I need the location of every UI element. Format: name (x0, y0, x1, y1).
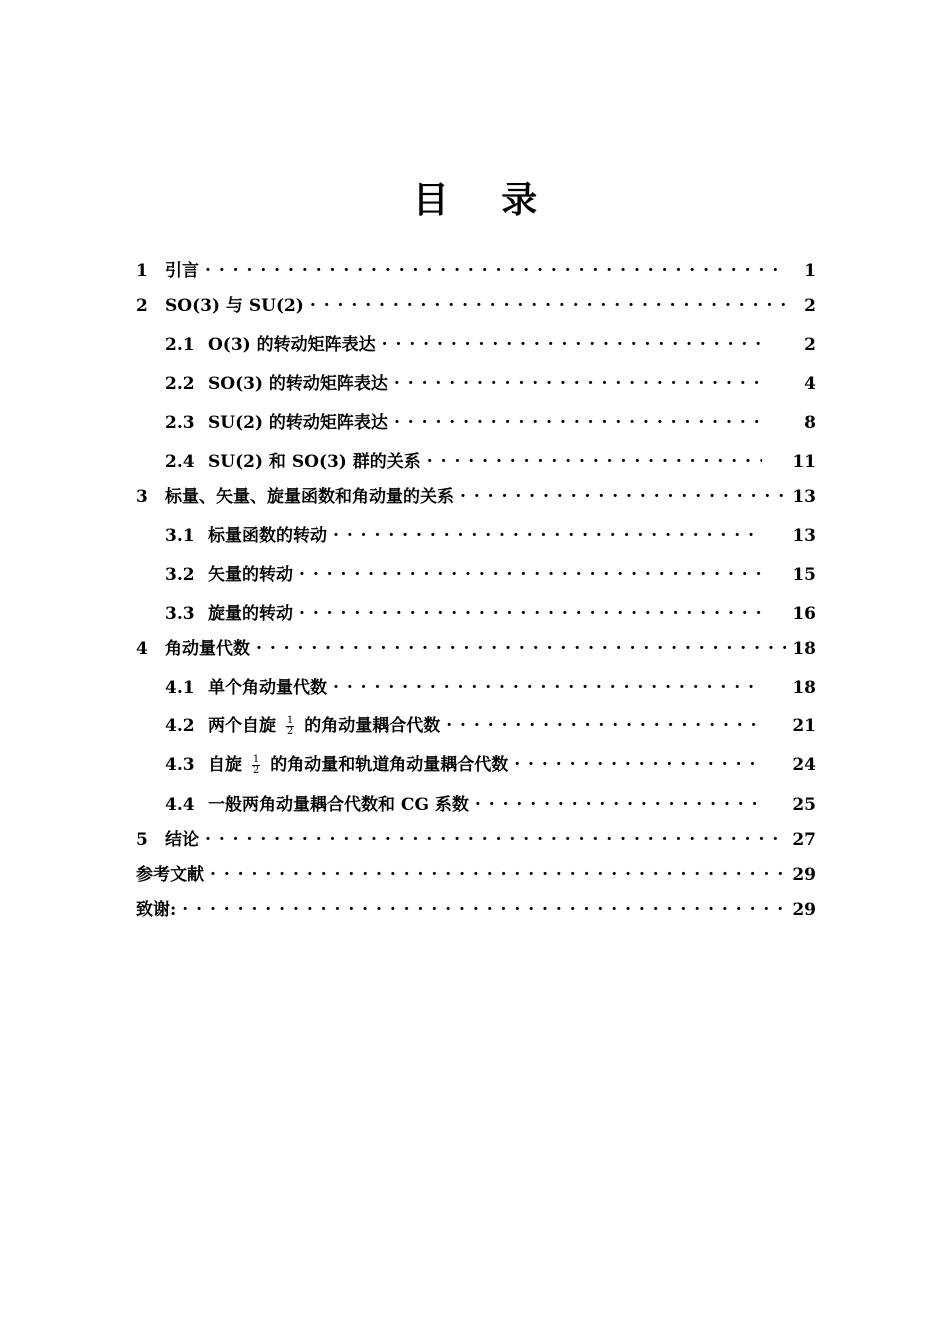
leader-dots (514, 750, 762, 770)
leader-dots (333, 521, 762, 541)
toc-entry-2-1[interactable] (136, 325, 816, 364)
subsection-title: SU(2) 的转动矩阵表达 (208, 413, 388, 433)
page-number: 29 (792, 900, 816, 920)
subsection-title (208, 711, 440, 737)
leader-dots (256, 634, 786, 654)
page-number: 15 (792, 565, 816, 585)
subsection-title: 单个角动量代数 (208, 678, 327, 698)
subsection-number: 4.3 (165, 755, 195, 775)
fraction-denominator: 2 (252, 765, 260, 776)
toc-entry-2-3[interactable] (136, 403, 816, 442)
section-title: 参考文献 (136, 865, 204, 885)
leader-dots (299, 560, 762, 580)
section-title: 结论 (165, 830, 199, 850)
page-number: 2 (804, 296, 816, 316)
page-number: 8 (804, 413, 816, 433)
toc-list (136, 255, 816, 929)
title-part-after: 的角动量和轨道角动量耦合代数 (270, 755, 509, 775)
section-title: 角动量代数 (165, 639, 250, 659)
fraction-numerator: 1 (252, 754, 260, 765)
page-number: 13 (792, 487, 816, 507)
toc-entry-3-2[interactable] (136, 555, 816, 594)
subsection-title: O(3) 的转动矩阵表达 (208, 335, 376, 355)
section-number: 1 (136, 261, 148, 281)
subsection-title: 旋量的转动 (208, 604, 293, 624)
page-number: 13 (792, 526, 816, 546)
leader-dots (205, 825, 786, 845)
leader-dots (205, 256, 786, 276)
toc-entry-3[interactable] (136, 481, 816, 516)
subsection-number: 2.3 (165, 413, 195, 433)
section-number: 2 (136, 296, 148, 316)
subsection-number: 4.1 (165, 678, 195, 698)
toc-entry-4-2[interactable] (136, 707, 816, 746)
section-number: 4 (136, 639, 148, 659)
leader-dots (394, 408, 762, 428)
page-number: 4 (804, 374, 816, 394)
section-number: 5 (136, 830, 148, 850)
leader-dots (382, 330, 762, 350)
toc-entry-2[interactable] (136, 290, 816, 325)
subsection-number: 2.2 (165, 374, 195, 394)
leader-dots (394, 369, 762, 389)
subsection-title: 一般两角动量耦合代数和 CG 系数 (208, 795, 469, 815)
leader-dots (310, 291, 786, 311)
subsection-number: 3.2 (165, 565, 195, 585)
title-part-before: 两个自旋 (208, 716, 276, 736)
page-number: 1 (804, 261, 816, 281)
toc-entry-4-3[interactable] (136, 746, 816, 785)
section-title: 标量、矢量、旋量函数和角动量的关系 (165, 487, 454, 507)
fraction-one-half (286, 716, 294, 737)
toc-entry-4[interactable] (136, 633, 816, 668)
leader-dots (182, 895, 786, 915)
toc-entry-references[interactable] (136, 859, 816, 894)
toc-title: 目 录 (412, 179, 558, 221)
subsection-number: 3.1 (165, 526, 195, 546)
toc-entry-acknowledgements[interactable] (136, 894, 816, 929)
page-number: 21 (792, 716, 816, 736)
toc-entry-3-1[interactable] (136, 516, 816, 555)
leader-dots (333, 673, 762, 693)
page-number: 16 (792, 604, 816, 624)
fraction-one-half (252, 755, 260, 776)
subsection-number: 2.1 (165, 335, 195, 355)
page-number: 18 (792, 639, 816, 659)
subsection-title (208, 750, 508, 776)
leader-dots (299, 599, 762, 619)
subsection-number: 2.4 (165, 452, 195, 472)
toc-entry-4-1[interactable] (136, 668, 816, 707)
leader-dots (460, 482, 786, 502)
page-number: 24 (792, 755, 816, 775)
subsection-number: 4.4 (165, 795, 195, 815)
page-number: 29 (792, 865, 816, 885)
page-number: 2 (804, 335, 816, 355)
section-title: SO(3) 与 SU(2) (165, 296, 304, 316)
subsection-number: 4.2 (165, 716, 195, 736)
toc-entry-1[interactable] (136, 255, 816, 290)
title-part-after: 的角动量耦合代数 (304, 716, 441, 736)
leader-dots (475, 790, 762, 810)
page-number: 11 (792, 452, 816, 472)
toc-entry-3-3[interactable] (136, 594, 816, 633)
leader-dots (446, 711, 762, 731)
toc-entry-5[interactable] (136, 824, 816, 859)
subsection-title: SO(3) 的转动矩阵表达 (208, 374, 388, 394)
leader-dots (427, 447, 762, 467)
page-number: 25 (792, 795, 816, 815)
subsection-title: SU(2) 和 SO(3) 群的关系 (208, 452, 421, 472)
subsection-title: 矢量的转动 (208, 565, 293, 585)
page-number: 18 (792, 678, 816, 698)
subsection-title: 标量函数的转动 (208, 526, 327, 546)
toc-entry-2-2[interactable] (136, 364, 816, 403)
page-number: 27 (792, 830, 816, 850)
title-part-before: 自旋 (208, 755, 242, 775)
toc-entry-2-4[interactable] (136, 442, 816, 481)
subsection-number: 3.3 (165, 604, 195, 624)
section-title: 致谢: (136, 900, 177, 920)
section-number: 3 (136, 487, 148, 507)
toc-entry-4-4[interactable] (136, 785, 816, 824)
leader-dots (210, 860, 786, 880)
fraction-denominator: 2 (286, 726, 294, 737)
section-title: 引言 (165, 261, 199, 281)
fraction-numerator: 1 (286, 715, 294, 726)
